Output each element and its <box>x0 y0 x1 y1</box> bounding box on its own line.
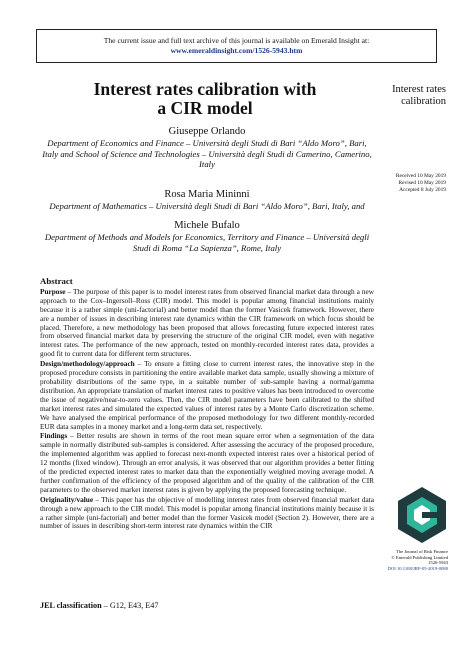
journal-copyright: © Emerald Publishing Limited <box>391 554 448 560</box>
revised-date: Revised 10 May 2019 <box>398 180 446 186</box>
author-affiliation: Department of Methods and Models for Economics, Territory and Finance – Università degli Studi di Roma “La Sapienza”, Rome, Italy <box>44 232 370 253</box>
findings-text: – Better results are shown in terms of the root mean square error when a segmentation of the data sample in normally distributed sub-samples is considered. After assessing the accuracy of the proposed procedure, the implemented algorithm was applied to forecast next-month expected interest rates over a historical period of 12 months (fixed window). Through an error analysis, it was observed that our algorithm provides a better fitting of the predicted expected interest rates to market data than the exponentially weighted moving average model. A further confirmation of the efficiency of the proposed algorithm and of the quality of the calibration of the CIR parameters to the observed market interest rates is given by applying the proposed forecasting technique. <box>40 431 374 494</box>
title-line-1: Interest rates calibration with <box>93 79 317 99</box>
author-name: Rosa Maria Mininni <box>164 189 250 200</box>
author-name: Michele Bufalo <box>174 220 240 231</box>
design-text: – To ensure a fitting close to current interest rates, the innovative step in the proposed procedure consists in partitioning the entire available market data sample, usually showing a mixture of probability distributions of the same type, in a suitable number of sub-sample having a normal/gamma distribution. An appropriate translation of market interest rates to positive values has been introduced to overcome the issue of negative/near-to-zero values. Then, the CIR model parameters have been calibrated to the shifted market interest rates and simulated the expected values of interest rates by a Monte Carlo discretization scheme. We have analysed the empirical performance of the proposed methodology for two different monthly-recorded EUR data samples in a money market and a long-term data set, respectively. <box>40 359 374 431</box>
notice-text: The current issue and full text archive of this journal is available on Emerald Insight at: <box>103 36 370 45</box>
originality-text: – This paper has the objective of modelling interest rates from observed financial market data through a new approach to the CIR model. This model is popular among financial institutions mainly because it is a rather simple (uni-factorial) and better model than the former Vasicek model (Section 2). However, there are a number of issues in describing short-term interest rate dynamics within the CIR <box>40 494 374 531</box>
received-date: Received 10 May 2019 <box>395 173 446 179</box>
author-affiliation: Department of Mathematics – Università degli Studi di Bari “Aldo Moro”, Bari, Italy, and <box>49 201 365 211</box>
abstract-heading: Abstract <box>40 276 73 286</box>
abstract-purpose <box>40 288 374 359</box>
author-2 <box>40 189 374 212</box>
abstract-design <box>40 360 374 431</box>
emerald-insight-link[interactable]: www.emeraldinsight.com/1526-5943.htm <box>170 46 303 55</box>
author-1 <box>40 126 374 170</box>
jel-classification <box>40 601 374 611</box>
abstract-section <box>40 277 374 532</box>
doi-link[interactable]: DOI 10.1108/JRF-05-2019-0080 <box>387 565 448 571</box>
purpose-label: Purpose <box>40 286 66 296</box>
purpose-text: – The purpose of this paper is to model interest rates from observed financial market data through a new approach to the Cox–Ingersoll–Ross (CIR) model. This model is popular among financial institutions mainly because it is a rather simple (uni-factorial) and better model than the former Vasicek framework. However, there are a number of issues in describing interest rate dynamics within the CIR framework on which focus should be placed. Therefore, a new methodology has been proposed that allows forecasting future expected interest rates from observed financial market data by preserving the structure of the original CIR model, even with negative interest rates. The performance of the new approach, tested on monthly-recorded interest rates data, provides a good fit to current data for different term structures. <box>40 286 374 359</box>
originality-label: Originality/value <box>40 494 94 504</box>
abstract-originality <box>40 496 374 532</box>
author-name: Giuseppe Orlando <box>168 126 246 137</box>
submission-dates <box>370 173 446 194</box>
title-line-2: a CIR model <box>157 98 253 118</box>
running-title <box>370 84 446 108</box>
author-affiliation: Department of Economics and Finance – Università degli Studi di Bari “Aldo Moro”, Bari, Italy and School of Science and Technologies – Università degli Studi di Camerino, Camerino, Italy <box>42 138 372 169</box>
journal-notice-box <box>36 29 437 63</box>
abstract-findings <box>40 432 374 494</box>
design-label: Design/methodology/approach <box>40 359 135 369</box>
author-3 <box>40 220 374 253</box>
journal-issn: 1526-5943 <box>428 560 448 566</box>
running-title-line-1: Interest rates <box>392 84 446 95</box>
emerald-logo-icon <box>396 485 448 545</box>
journal-info <box>374 549 448 571</box>
jel-label: JEL classification <box>40 601 102 610</box>
jel-codes: – G12, E43, E47 <box>101 601 159 610</box>
article-title <box>40 80 370 118</box>
running-title-line-2: calibration <box>401 96 446 107</box>
findings-label: Findings <box>40 431 68 441</box>
journal-name: The Journal of Risk Finance <box>395 549 448 554</box>
accepted-date: Accepted 8 July 2019 <box>399 187 446 193</box>
